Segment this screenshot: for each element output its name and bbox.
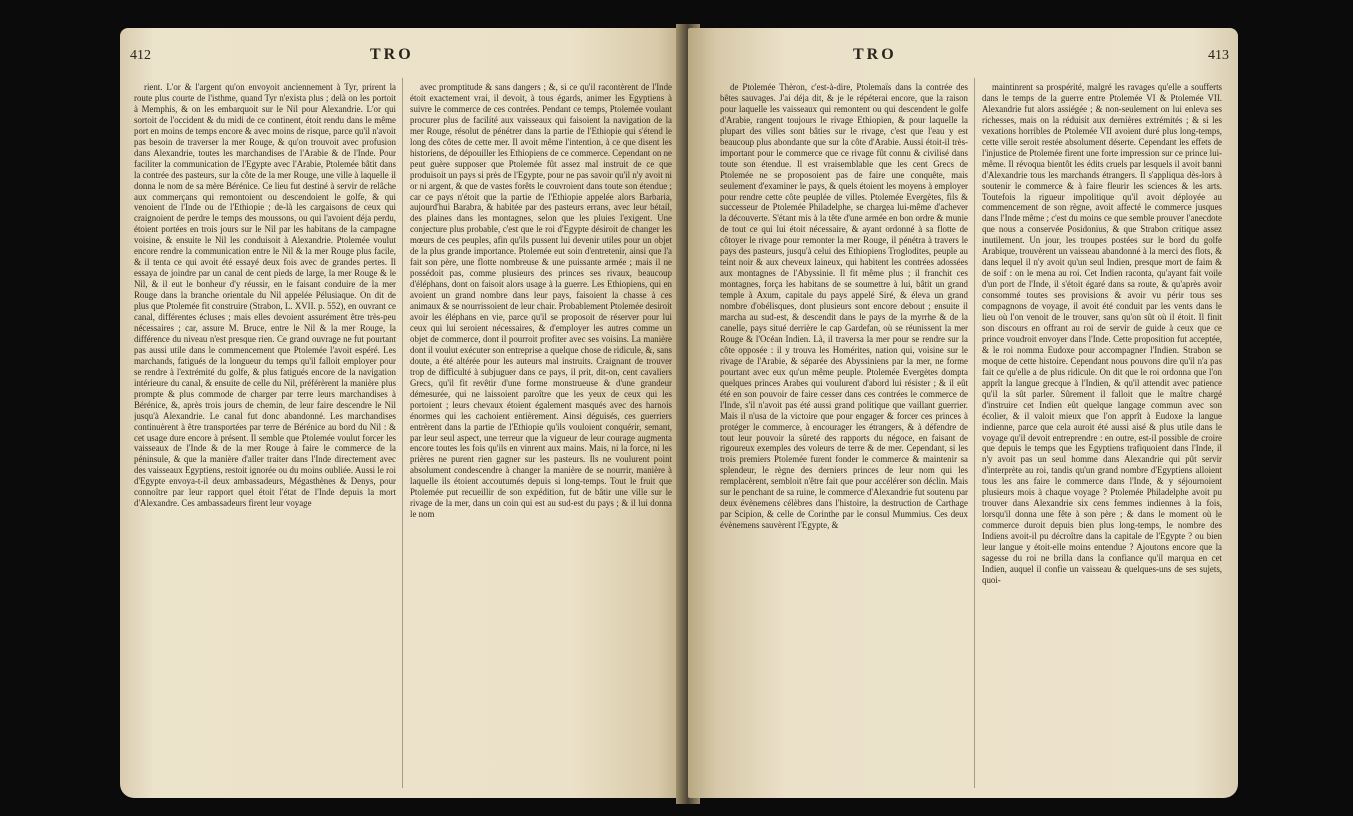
right-page-number: 413	[1208, 48, 1229, 63]
left-col2-text: avec promptitude & sans dangers ; &, si ce qu'il racontèrent de l'Inde étoit exactement vrai, il devoit, à tous égards, animer les Egyptiens à suivre le commerce de ces contrées. Pendant ce temps, Ptolemée voulant procurer plus de facilité aux vaisseaux qui faisoient la navigation de la mer Rouge, résolut de pénétrer dans la partie de l'Ethiopie qui s'étend le long des côtes de cette mer. Il avoit même l'intention, à ce que disent les historiens, de dépouiller les Ethiopiens de ce commerce. Cependant on ne peut guère supposer que Ptolemée fût assez mal instruit de ce que produisoit un pays si près de l'Egypte, pour ne pas savoir qu'il n'y avoit ni or ni argent, & que de vastes forêts le couvroient dans toute son étendue ; car ce pays n'étoit que la partie de l'Ethiopie appelée alors Barbaria, aujourd'hui Barabra, & habitée par des pasteurs errans, avec leur bétail, des plaines dans les montagnes, selon que les pluies l'exigent. Une conjecture plus probable, c'est que le roi d'Egypte désiroit de changer les mœurs de ces peuples, afin qu'ils pussent lui devenir utiles pour un objet de la plus grande importance. Ptolemée eut soin d'entretenir, ainsi que l'a fait son père, une flotte nombreuse & une puissante armée ; mais il ne possédoit pas, comme plusieurs des princes ses rivaux, beaucoup d'éléphans, dont on faisoit alors usage à la guerre. Les Ethiopiens, qui en avoient un grand nombre dans leur pays, faisoient la chasse à ces animaux & se nourrissoient de leur chair. Probablement Ptolemée desiroit avoir les éléphans en vie, parce qu'il se proposoit de réserver pour lui ceux qui lui seroient nécessaires, & d'employer les autres comme un objet de commerce, dont il pourroit profiter avec ses voisins. La manière dont il voulut exécuter son entreprise a quelque chose de ridicule, &, sans doute, a été altérée pour les auteurs mal instruits. Craignant de trouver trop de difficulté à subjuguer dans ce pays, il prit, dit-on, cent cavaliers Grecs, qu'il fit revêtir d'une forme monstrueuse & d'une grandeur démesurée, qui ne laissoient paroître que les yeux de ceux qui les portoient ; leurs chevaux étoient également masqués avec des harnois énormes qui les cachoient entièrement. Ainsi déguisés, ces guerriers entrèrent dans la partie de l'Ethiopie qu'ils vouloient conquérir, semant, par leur seul aspect, une terreur que la vigueur de leur courage augmenta encore toutes les fois qu'ils en vinrent aux mains. Mais, ni la force, ni les prières ne purent rien gagner sur les pasteurs. Ils ne voulurent point absolument condescendre à changer la manière de se nourrir, manière à laquelle ils étoient accoutumés depuis si long-temps. Tout le fruit que Ptolemée put recueillir de son expédition, fut de bâtir une ville sur le rivage de la mer, dans un coin qui est au sud-est du pays ; & il lui donna le nom	[410, 82, 672, 520]
left-page-column-1	[134, 82, 396, 782]
left-col1-text: rient. L'or & l'argent qu'on envoyoit anciennement à Tyr, prirent la route plus courte de l'isthme, quand Tyr n'exista plus ; delà on les portoit à Memphis, & on les embarquoit sur le Nil pour Alexandrie. L'or qui sortoit de l'occident & du midi de ce continent, étoit rendu dans le même port en moins de temps encore & avec moins de risque, parce qu'il n'avoit pas besoin de traverser la mer Rouge, & qu'on trouvoit avec profusion dans Alexandrie, toutes les marchandises de l'Arabie & de l'Inde. Pour faciliter la communication de l'Egypte avec l'Arabie, Ptolemée bâtit dans la contrée des pasteurs, sur la côte de la mer Rouge, une ville à laquelle il donna le nom de sa mère Bérénice. Ce lieu fut destiné à servir de relâche aux commerçans qui remontoient ou descendoient le golfe, & qui venoient de l'Inde ou de l'Ethiopie ; de-là les cargaisons de ceux qui craignoient de perdre le temps des moussons, ou qui l'avoient déja perdu, étoient portées en trois jours sur le Nil par les habitans de la campagne voisine, & ensuite le Nil les conduisoit à Alexandrie. Ptolemée voulut encore rendre la communication entre le Nil & la mer Rouge plus facile, & il tenta ce qui avoit été essayé deux fois avec de grandes pertes. Il essaya de joindre par un canal de cent pieds de large, la mer Rouge & le Nil, & il eut le bonheur d'y réussir, en le faisant conduire de la mer Rouge dans la branche orientale du Nil appelée Pélusiaque. On dit de plus que Ptolemée fit construire (Strabon, L. XVII. p. 552), en ouvrant ce canal, différentes écluses ; mais elles devoient assurément être très-peu nécessaires ; car, assure M. Bruce, entre le Nil & la mer Rouge, la différence du niveau n'est presque rien. Ce grand ouvrage ne fut pourtant pas aussi utile dans le commencement que Ptolemée l'avoit espéré. Les marchands, fatigués de la longueur du temps qu'il falloit employer pour se rendre à l'extrémité du golfe, & plus fatigués encore de la navigation intérieure du canal, & ensuite de celle du Nil, préférèrent la manière plus prompte & plus commode de charger par terre leurs marchandises à Bérénice, &, après trois jours de chemin, de leur faire descendre le Nil jusqu'à Alexandrie. Le canal fut donc abandonné. Les marchandises continuèrent à être transportées par terre de Bérénice au bord du Nil : & cet usage dure encore à présent. Il semble que Ptolemée voulut forcer les vaisseaux de l'Inde & de la mer Rouge à faire le commerce de la péninsule, & que la manière d'aller traiter dans l'Inde directement avec des vaisseaux Egyptiens, restoit ignorée ou du moins oubliée. Aussi le roi d'Egypte envoya-t-il deux ambassadeurs, Mégasthènes & Denys, pour connoître par leur rapport quel étoit l'état de l'Inde depuis la mort d'Alexandre. Ces ambassadeurs firent leur voyage	[134, 82, 396, 509]
left-page-number: 412	[130, 48, 151, 63]
right-running-head: TRO	[853, 46, 897, 63]
right-page-column-1	[720, 82, 968, 782]
right-page-column-2	[982, 82, 1222, 782]
right-col2-text: maintinrent sa prospérité, malgré les ravages qu'elle a soufferts dans le temps de la guerre entre Ptolemée VI & Ptolemée VII. Alexandrie fut alors assiégée ; & non-seulement on lui enleva ses richesses, mais on la réduisit aux dernières extrémités ; & si les vexations horribles de Ptolemée VII avoient duré plus long-temps, cette ville seroit restée absolument déserte. Cependant les effets de l'injustice de Ptolemée firent une forte impression sur ce prince lui-même. Il révoqua bientôt les édits cruels par lesquels il avoit banni d'Alexandrie tous les marchands étrangers. Il s'appliqua dès-lors à soutenir le commerce & à faire fleurir les sciences & les arts. Toutefois la rigueur impolitique qu'il avoit déployée au commencement de son règne, avoit affecté le commerce jusques dans l'Inde même ; c'est du moins ce que semble prouver l'anecdote que nous a conservée Posidonius, & que Strabon critique assez inutilement. Un jour, les troupes postées sur le bord du golfe Arabique, trouvèrent un vaisseau abandonné à la merci des flots, & dans lequel il n'y avoit qu'un seul Indien, presque mort de faim & de soif : on le mena au roi. Cet Indien raconta, qu'ayant fait voile d'un port de l'Inde, il s'étoit égaré dans sa route, & qu'après avoir consommé toutes ses provisions & avoir vu périr tous ses compagnons de voyage, il avoit été conduit par les vents dans le lieu où l'on venoit de le trouver, sans qu'on sût où il étoit. Il finit son discours en offrant au roi de servir de guide à ceux que ce prince voudroit envoyer dans l'Inde. Cette proposition fut acceptée, & le roi nomma Eudoxe pour accompagner l'Indien. Strabon se moque de cette histoire. Cependant nous pouvons dire qu'il n'a pas fait ce qu'elle a de plus ridicule. On dit que le roi ordonna que l'on apprît la langue grecque à l'Indien, & qu'il attendit avec patience qu'il la sût parler. Sûrement il falloit que le maître chargé d'instruire cet Indien eût quelque langage commun avec son écolier, & il valoit mieux que l'on apprît à Eudoxe la langue indienne, parce que cela auroit été aussi aisé & plus utile dans le voyage qu'il devoit entreprendre : en outre, est-il possible de croire que depuis le temps que les Egyptiens trafiquoient dans l'Inde, il n'y avoit pas un seul homme dans Alexandrie qui pût servir d'interprète au roi, tandis qu'un grand nombre d'Egyptiens alloient tous les ans faire le commerce dans l'Inde, & y séjournoient plusieurs mois à chaque voyage ? Ptolemée Philadelphe avoit pu trouver dans Alexandrie six cens femmes indiennes à la fois, lorsqu'il donna une fête à son père ; & dans le moment où le commerce duroit depuis bien plus long-temps, le nombre des Indiens avoit-il pu décroître dans la capitale de l'Egypte ? ou bien leur langue y étoit-elle moins entendue ? Ajoutons encore que la sagesse du roi ne brilla dans la confiance qu'il marqua en cet Indien, auquel il confie un vaisseau & quelques-uns de ses sujets, quoi-	[982, 82, 1222, 585]
left-page	[120, 28, 686, 798]
right-column-rule	[974, 78, 975, 788]
right-col1-text: de Ptolemée Thèron, c'est-à-dire, Ptolemaïs dans la contrée des bêtes sauvages. J'ai déja dit, & je le répéterai encore, que la raison pour laquelle les vaisseaux qui remontent ou qui descendent le golfe d'Arabie, rangent toujours le rivage Ethiopien, & pour laquelle la plupart des villes sont bâties sur le rivage, c'est que l'eau y est beaucoup plus abondante que sur la côte d'Arabie. Aussi étoit-il très-important pour le commerce que ce rivage fût connu & civilisé dans toute son étendue. Il est vraisemblable que les cent Grecs de Ptolemée ne se proposoient pas de faire une conquête, mais seulement d'examiner le pays, & quels étoient les moyens à employer pour rendre cette côte peuplée de villes. Ptolemée Evergètes, fils & successeur de Ptolemée Philadelphe, se chargea lui-même d'achever la découverte. S'étant mis à la tête d'une armée en bon ordre & munie de tout ce qui lui étoit nécessaire, & ayant ordonné à sa flotte de côtoyer le rivage pour remonter la mer Rouge, il pénétra à travers le pays des pasteurs, jusqu'à celui des Ethiopiens Troglodites, peuple au teint noir & aux cheveux laineux, qui habitent les contrées adossées aux montagnes de l'Abyssinie. Il fit même plus ; il franchit ces montagnes, força les habitans de se soumettre à lui, bâtit un grand temple à Axum, capitale du pays appelé Siré, & éleva un grand nombre d'obélisques, dont plusieurs sont encore debout ; ensuite il marcha au sud-est, & descendit dans le pays de la myrrhe & de la canelle, pays situé derrière le cap Gardefan, où se réunissent la mer Rouge & l'Océan Indien. Là, il traversa la mer pour se rendre sur la côte opposée : il y trouva les Homérites, nation qui, voisine sur le rivage de l'Arabie, & séparée des Abyssiniens par la mer, ne forme pourtant avec eux qu'un même peuple. Ptolemée Evergètes dompta quelques princes Arabes qui voulurent d'abord lui résister ; & il eût été en son pouvoir de faire cesser dans ces contrées le commerce de l'Inde, s'il n'avoit pas été aussi grand politique que vaillant guerrier. Mais il n'usa de la victoire que pour engager & forcer ces princes à protéger le commerce, à encourager les étrangers, & à défendre de tout leur pouvoir la sûreté des rapports du négoce, en faisant de rigoureux exemples des voleurs de terre & de mer. Cependant, si les trois premiers Ptolemée furent fonder le commerce & maintenir sa splendeur, le règne des derniers princes de leur nom qui les remplacèrent, sembloit n'être fait que pour accélérer son déclin. Mais sur le penchant de sa ruine, le commerce d'Alexandrie fut soutenu par deux évènemens célèbres dans l'histoire, la destruction de Carthage par Scipion, & celle de Corinthe par le consul Mummius. Ces deux évènemens sauvèrent l'Egypte, &	[720, 82, 968, 531]
left-page-column-2	[410, 82, 672, 782]
left-running-head: TRO	[370, 46, 414, 63]
right-page	[688, 28, 1238, 798]
left-column-rule	[402, 78, 403, 788]
